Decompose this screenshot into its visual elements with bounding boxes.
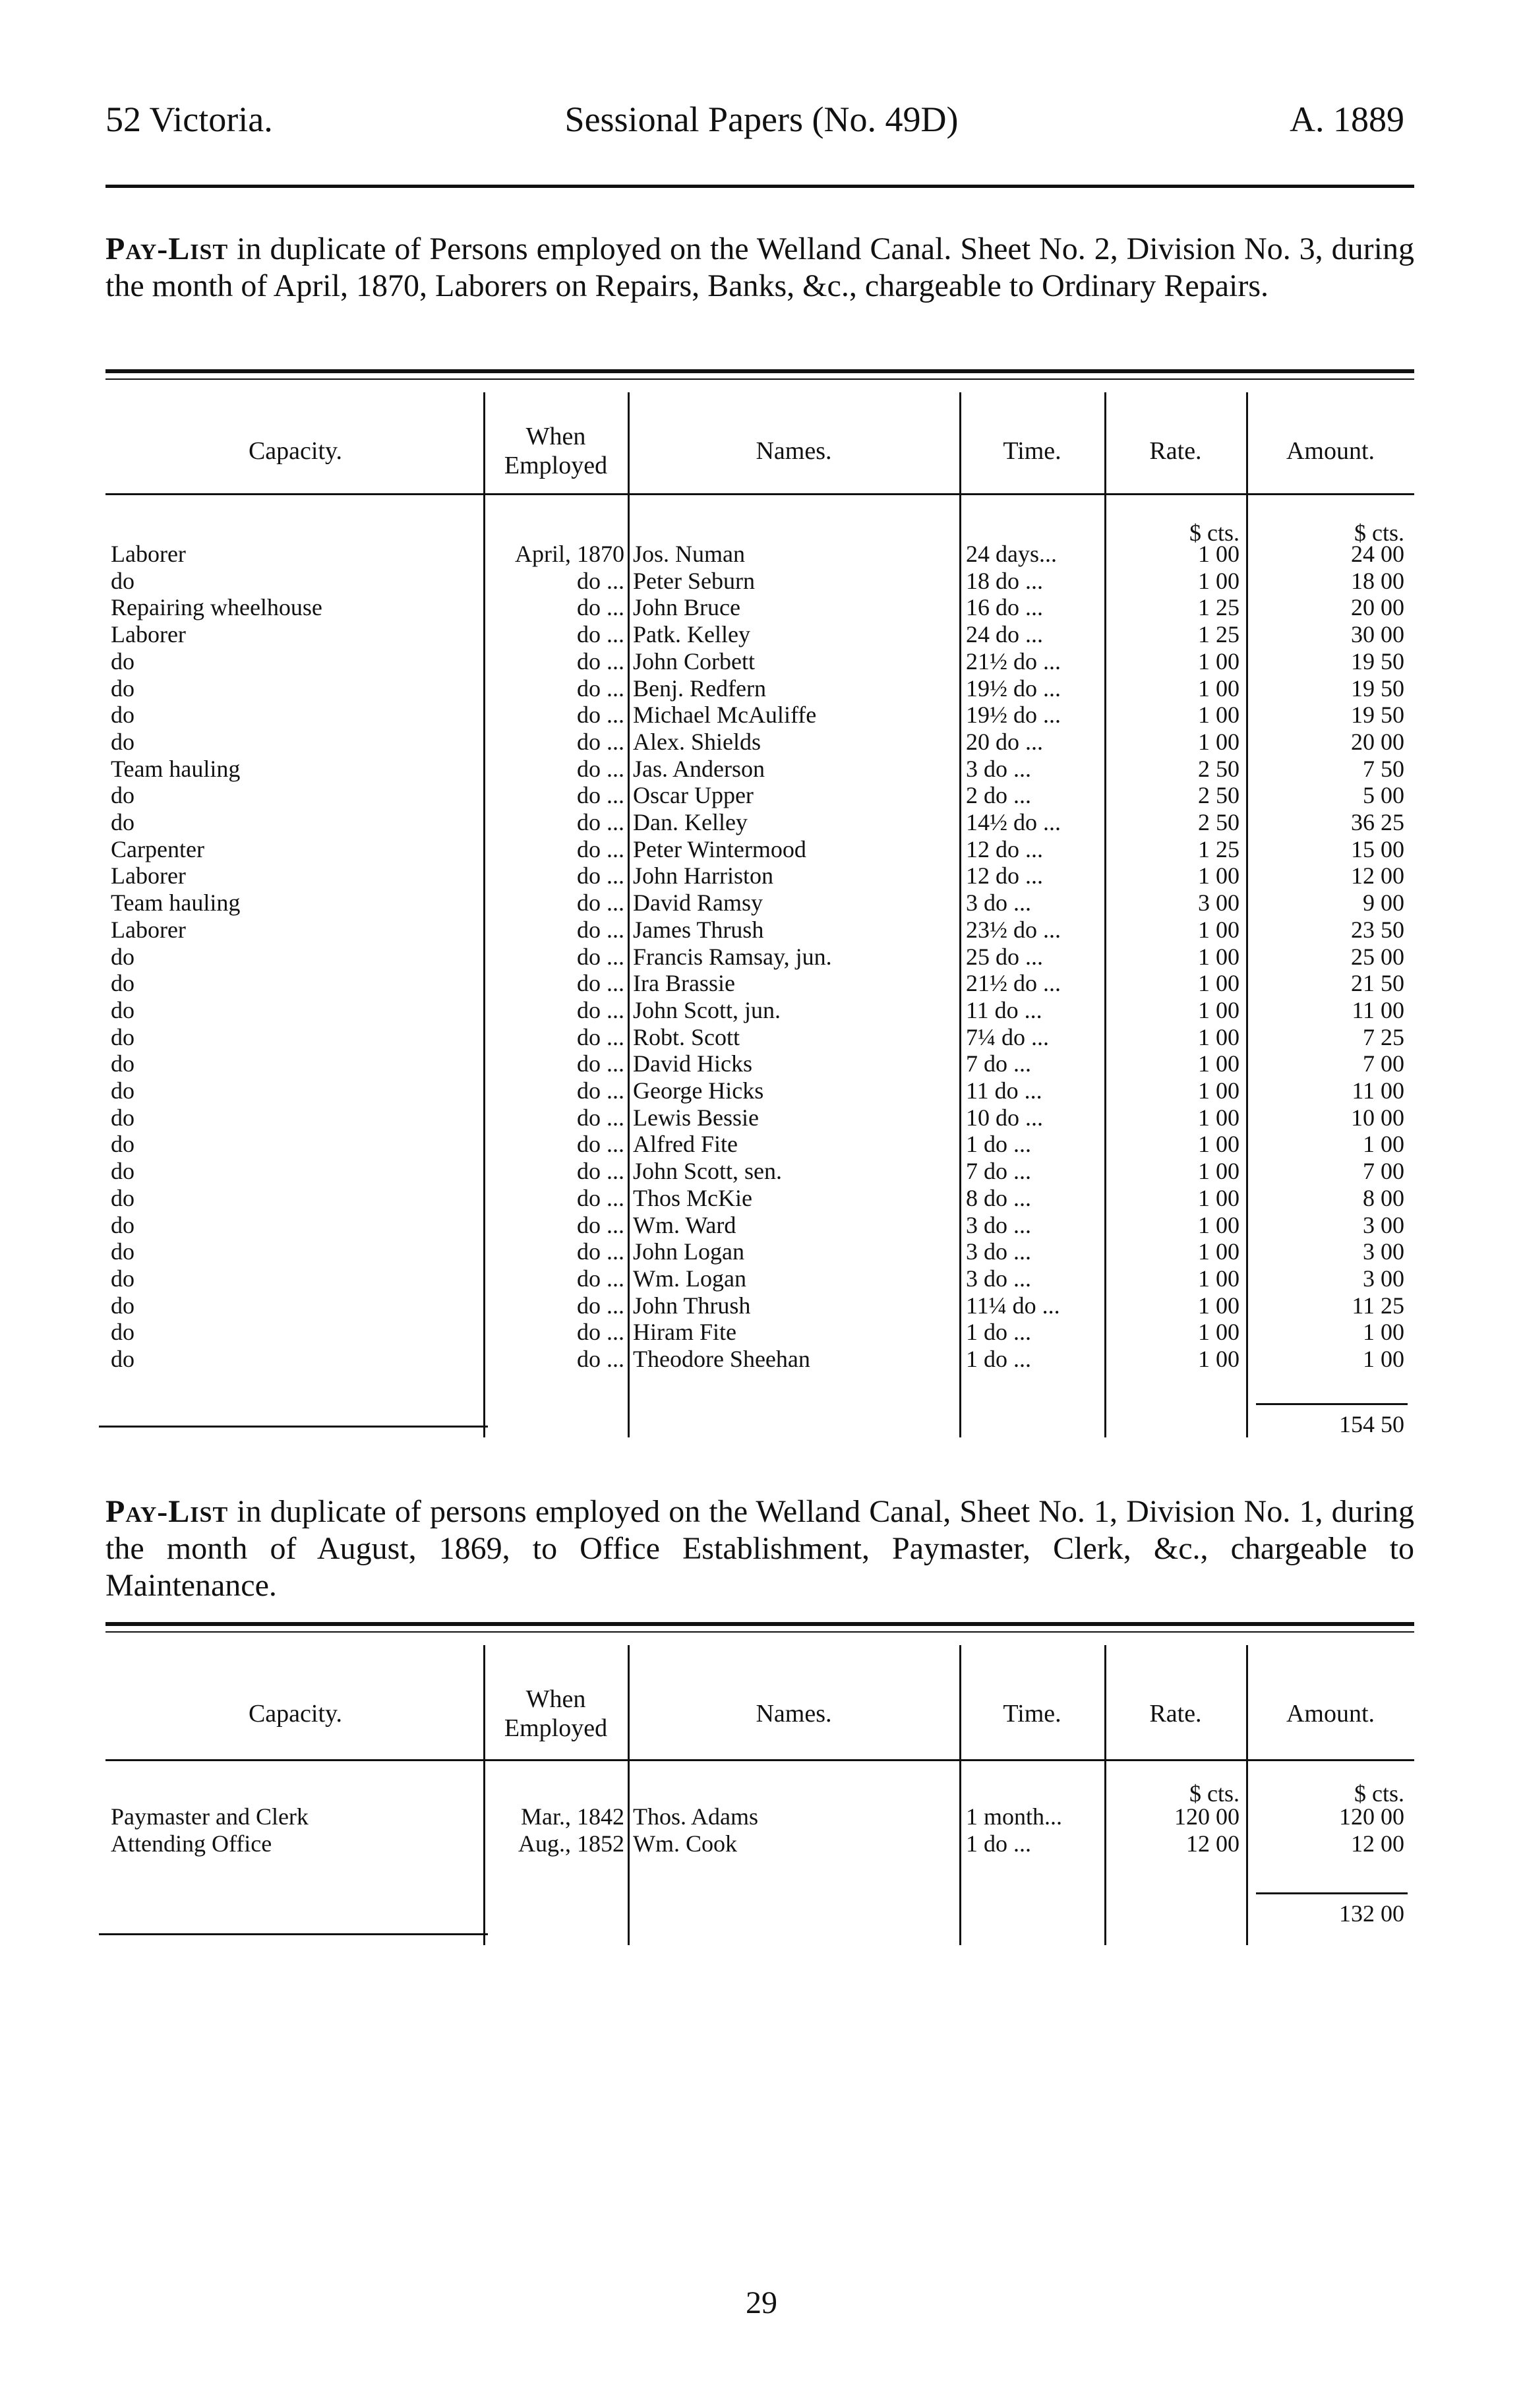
row-when-employed: do ... <box>577 728 624 755</box>
row-when-employed: do ... <box>577 1346 624 1372</box>
row-time: 3 do ... <box>966 1238 1031 1265</box>
row-rate: 1 25 <box>1198 621 1239 648</box>
row-name: Robt. Scott <box>633 1023 740 1050</box>
col-rate-heading: Rate. <box>1149 437 1202 465</box>
row-capacity: do <box>111 1158 134 1185</box>
row-rate: 1 00 <box>1198 970 1239 997</box>
row-capacity: do <box>111 728 134 755</box>
row-capacity: do <box>111 809 134 835</box>
rate-units: $ cts. <box>1189 520 1239 546</box>
row-capacity: do <box>111 943 134 970</box>
table1-top-rule <box>105 369 1414 373</box>
row-rate: 1 00 <box>1198 647 1239 675</box>
row-time: 21½ do ... <box>966 647 1061 675</box>
row-rate: 1 00 <box>1198 1077 1239 1104</box>
row-rate: 1 00 <box>1198 916 1239 943</box>
table-total: 132 00 <box>1339 1900 1404 1927</box>
column-divider <box>1246 1645 1248 1945</box>
row-amount: 120 00 <box>1339 1803 1404 1830</box>
row-name: Patk. Kelley <box>633 621 750 648</box>
row-amount: 1 00 <box>1363 1346 1404 1372</box>
row-time: 7¼ do ... <box>966 1023 1049 1050</box>
row-name: Theodore Sheehan <box>633 1346 810 1372</box>
row-amount: 20 00 <box>1351 728 1404 755</box>
col-when-employed-heading: When Employed <box>504 423 608 479</box>
row-name: John Scott, jun. <box>633 996 781 1023</box>
row-name: Wm. Ward <box>633 1211 736 1238</box>
row-rate: 1 00 <box>1198 1265 1239 1292</box>
row-when-employed: do ... <box>577 594 624 621</box>
paylist2-title <box>105 1493 1414 1604</box>
row-amount: 8 00 <box>1363 1184 1404 1211</box>
total-rule <box>1256 1892 1408 1894</box>
row-when-employed: Mar., 1842 <box>521 1803 624 1830</box>
row-when-employed: do ... <box>577 1319 624 1346</box>
row-time: 24 do ... <box>966 621 1043 648</box>
col-names-heading: Names. <box>756 437 832 465</box>
row-name: Lewis Bessie <box>633 1104 759 1131</box>
row-capacity: Laborer <box>111 621 186 648</box>
row-capacity: do <box>111 1292 134 1319</box>
row-name: John Corbett <box>633 647 755 675</box>
amount-units: $ cts. <box>1354 1780 1404 1807</box>
row-when-employed: do ... <box>577 1104 624 1131</box>
row-rate: 1 00 <box>1198 567 1239 594</box>
row-amount: 7 00 <box>1363 1050 1404 1077</box>
row-rate: 1 00 <box>1198 1184 1239 1211</box>
row-amount: 7 25 <box>1363 1023 1404 1050</box>
row-amount: 21 50 <box>1351 970 1404 997</box>
row-name: Wm. Logan <box>633 1265 746 1292</box>
row-when-employed: do ... <box>577 835 624 862</box>
row-rate: 1 00 <box>1198 728 1239 755</box>
row-time: 1 do ... <box>966 1319 1031 1346</box>
row-time: 10 do ... <box>966 1104 1043 1131</box>
row-rate: 1 00 <box>1198 1131 1239 1158</box>
row-capacity: do <box>111 1131 134 1158</box>
row-rate: 3 00 <box>1198 889 1239 917</box>
table-bottom-rule <box>99 1933 488 1935</box>
table1-top-rule-thin <box>105 378 1414 380</box>
row-rate: 12 00 <box>1186 1830 1239 1857</box>
row-time: 3 do ... <box>966 1265 1031 1292</box>
row-time: 16 do ... <box>966 594 1043 621</box>
row-name: Michael McAuliffe <box>633 702 817 729</box>
row-time: 20 do ... <box>966 728 1043 755</box>
column-divider <box>1246 392 1248 1437</box>
amount-units: $ cts. <box>1354 520 1404 546</box>
row-amount: 11 00 <box>1352 1077 1404 1104</box>
row-time: 1 month... <box>966 1803 1063 1830</box>
heading-rule <box>105 1759 1414 1761</box>
table-bottom-rule <box>99 1426 488 1428</box>
paylist1-lead: Pay-List <box>105 231 229 266</box>
row-time: 11¼ do ... <box>966 1292 1060 1319</box>
row-amount: 30 00 <box>1351 621 1404 648</box>
row-rate: 1 00 <box>1198 996 1239 1023</box>
row-capacity: do <box>111 1104 134 1131</box>
row-time: 21½ do ... <box>966 970 1061 997</box>
column-divider <box>1104 392 1106 1437</box>
row-capacity: Paymaster and Clerk <box>111 1803 309 1830</box>
row-amount: 3 00 <box>1363 1238 1404 1265</box>
row-name: John Scott, sen. <box>633 1158 783 1185</box>
row-amount: 12 00 <box>1351 1830 1404 1857</box>
row-rate: 1 00 <box>1198 862 1239 889</box>
row-when-employed: do ... <box>577 1023 624 1050</box>
row-amount: 18 00 <box>1351 567 1404 594</box>
row-name: Alex. Shields <box>633 728 761 755</box>
row-time: 19½ do ... <box>966 675 1061 702</box>
rate-units: $ cts. <box>1189 1780 1239 1807</box>
row-rate: 1 00 <box>1198 1238 1239 1265</box>
row-rate: 1 00 <box>1198 1023 1239 1050</box>
row-name: Jas. Anderson <box>633 755 765 782</box>
header-rule <box>105 185 1414 188</box>
row-capacity: do <box>111 702 134 729</box>
paylist2-lead: Pay-List <box>105 1494 229 1529</box>
row-amount: 19 50 <box>1351 647 1404 675</box>
row-amount: 7 50 <box>1363 755 1404 782</box>
row-capacity: do <box>111 782 134 809</box>
table2-top-rule <box>105 1622 1414 1626</box>
row-when-employed: do ... <box>577 943 624 970</box>
row-rate: 1 25 <box>1198 594 1239 621</box>
row-time: 3 do ... <box>966 755 1031 782</box>
row-time: 1 do ... <box>966 1131 1031 1158</box>
header-right: A. 1889 <box>1290 100 1404 139</box>
row-capacity: Team hauling <box>111 889 241 917</box>
row-time: 11 do ... <box>966 996 1042 1023</box>
row-when-employed: do ... <box>577 1077 624 1104</box>
row-time: 7 do ... <box>966 1158 1031 1185</box>
row-when-employed: do ... <box>577 621 624 648</box>
row-amount: 24 00 <box>1351 541 1404 567</box>
row-name: Ira Brassie <box>633 970 735 997</box>
row-name: Oscar Upper <box>633 782 754 809</box>
row-amount: 19 50 <box>1351 702 1404 729</box>
row-when-employed: do ... <box>577 702 624 729</box>
row-amount: 1 00 <box>1363 1319 1404 1346</box>
row-time: 3 do ... <box>966 889 1031 917</box>
row-when-employed: do ... <box>577 862 624 889</box>
row-amount: 1 00 <box>1363 1131 1404 1158</box>
row-when-employed: do ... <box>577 1050 624 1077</box>
row-capacity: do <box>111 1265 134 1292</box>
table2-top-rule-thin <box>105 1631 1414 1633</box>
row-time: 7 do ... <box>966 1050 1031 1077</box>
row-when-employed: do ... <box>577 567 624 594</box>
col-rate-heading: Rate. <box>1149 1700 1202 1728</box>
row-rate: 2 50 <box>1198 755 1239 782</box>
row-name: Wm. Cook <box>633 1830 737 1857</box>
column-divider <box>628 392 630 1437</box>
row-when-employed: do ... <box>577 1131 624 1158</box>
row-time: 1 do ... <box>966 1346 1031 1372</box>
row-name: Peter Wintermood <box>633 835 806 862</box>
row-capacity: do <box>111 970 134 997</box>
row-name: John Bruce <box>633 594 740 621</box>
row-capacity: do <box>111 675 134 702</box>
row-capacity: do <box>111 1346 134 1372</box>
row-name: Dan. Kelley <box>633 809 748 835</box>
col-capacity-heading: Capacity. <box>248 437 343 465</box>
row-amount: 7 00 <box>1363 1158 1404 1185</box>
row-when-employed: do ... <box>577 970 624 997</box>
row-rate: 120 00 <box>1174 1803 1239 1830</box>
row-when-employed: do ... <box>577 889 624 917</box>
row-amount: 5 00 <box>1363 782 1404 809</box>
row-when-employed: do ... <box>577 1292 624 1319</box>
row-capacity: do <box>111 996 134 1023</box>
row-when-employed: do ... <box>577 1184 624 1211</box>
col-when-employed-heading: When Employed <box>504 1685 608 1742</box>
column-divider <box>1104 1645 1106 1945</box>
row-name: Jos. Numan <box>633 541 745 567</box>
row-capacity: do <box>111 567 134 594</box>
total-rule <box>1256 1403 1408 1405</box>
row-time: 19½ do ... <box>966 702 1061 729</box>
row-name: John Logan <box>633 1238 744 1265</box>
column-divider <box>959 1645 961 1945</box>
row-name: Alfred Fite <box>633 1131 738 1158</box>
row-name: John Harriston <box>633 862 773 889</box>
header-left: 52 Victoria. <box>105 100 273 139</box>
row-when-employed: do ... <box>577 647 624 675</box>
row-capacity: do <box>111 1238 134 1265</box>
row-time: 25 do ... <box>966 943 1043 970</box>
row-rate: 1 00 <box>1198 1319 1239 1346</box>
row-rate: 1 00 <box>1198 943 1239 970</box>
row-amount: 25 00 <box>1351 943 1404 970</box>
row-capacity: Laborer <box>111 916 186 943</box>
col-amount-heading: Amount. <box>1286 1700 1375 1728</box>
row-name: Francis Ramsay, jun. <box>633 943 832 970</box>
row-time: 8 do ... <box>966 1184 1031 1211</box>
heading-rule <box>105 493 1414 495</box>
row-capacity: do <box>111 1023 134 1050</box>
row-amount: 36 25 <box>1351 809 1404 835</box>
row-time: 3 do ... <box>966 1211 1031 1238</box>
table-total: 154 50 <box>1339 1410 1404 1437</box>
row-name: Benj. Redfern <box>633 675 766 702</box>
row-capacity: Laborer <box>111 862 186 889</box>
row-capacity: do <box>111 1184 134 1211</box>
row-capacity: Team hauling <box>111 755 241 782</box>
row-when-employed: do ... <box>577 809 624 835</box>
row-amount: 15 00 <box>1351 835 1404 862</box>
row-name: David Hicks <box>633 1050 752 1077</box>
row-time: 12 do ... <box>966 835 1043 862</box>
row-capacity: do <box>111 1211 134 1238</box>
row-when-employed: do ... <box>577 1211 624 1238</box>
row-amount: 23 50 <box>1351 916 1404 943</box>
row-time: 18 do ... <box>966 567 1043 594</box>
row-name: Thos McKie <box>633 1184 752 1211</box>
row-time: 1 do ... <box>966 1830 1031 1857</box>
row-capacity: do <box>111 1319 134 1346</box>
row-when-employed: April, 1870 <box>515 541 624 567</box>
col-time-heading: Time. <box>1003 437 1061 465</box>
row-capacity: Laborer <box>111 541 186 567</box>
row-time: 2 do ... <box>966 782 1031 809</box>
row-rate: 1 00 <box>1198 1158 1239 1185</box>
row-capacity: Attending Office <box>111 1830 272 1857</box>
row-when-employed: do ... <box>577 1158 624 1185</box>
row-name: Hiram Fite <box>633 1319 736 1346</box>
row-name: John Thrush <box>633 1292 751 1319</box>
row-when-employed: do ... <box>577 755 624 782</box>
row-rate: 1 00 <box>1198 1292 1239 1319</box>
paylist1-text: in duplicate of Persons employed on the Welland Canal. Sheet No. 2, Division No. 3, during the month of April, 1870, Laborers on Repairs, Banks, &c., chargeable to Ordinary Repairs. <box>105 231 1414 303</box>
row-when-employed: do ... <box>577 782 624 809</box>
row-amount: 3 00 <box>1363 1265 1404 1292</box>
row-rate: 1 00 <box>1198 1211 1239 1238</box>
row-amount: 20 00 <box>1351 594 1404 621</box>
paylist2-text: in duplicate of persons employed on the Welland Canal, Sheet No. 1, Division No. 1, during the month of August, 1869, to Office Establishment, Paymaster, Clerk, &c., chargeable to Maintenance. <box>105 1494 1414 1603</box>
row-rate: 1 00 <box>1198 702 1239 729</box>
row-rate: 1 00 <box>1198 541 1239 567</box>
row-name: James Thrush <box>633 916 764 943</box>
row-amount: 11 25 <box>1352 1292 1404 1319</box>
row-time: 11 do ... <box>966 1077 1042 1104</box>
col-amount-heading: Amount. <box>1286 437 1375 465</box>
row-capacity: Repairing wheelhouse <box>111 594 322 621</box>
row-when-employed: do ... <box>577 675 624 702</box>
row-when-employed: do ... <box>577 996 624 1023</box>
row-capacity: do <box>111 1077 134 1104</box>
row-amount: 9 00 <box>1363 889 1404 917</box>
row-when-employed: do ... <box>577 1238 624 1265</box>
row-name: David Ramsy <box>633 889 763 917</box>
row-rate: 1 00 <box>1198 1050 1239 1077</box>
col-capacity-heading: Capacity. <box>248 1700 343 1728</box>
row-rate: 1 00 <box>1198 1346 1239 1372</box>
paylist1-title <box>105 231 1414 305</box>
row-time: 14½ do ... <box>966 809 1061 835</box>
row-name: George Hicks <box>633 1077 764 1104</box>
col-names-heading: Names. <box>756 1700 832 1728</box>
row-rate: 1 00 <box>1198 675 1239 702</box>
row-time: 23½ do ... <box>966 916 1061 943</box>
page-number: 29 <box>746 2285 777 2320</box>
row-amount: 19 50 <box>1351 675 1404 702</box>
row-rate: 1 25 <box>1198 835 1239 862</box>
row-time: 24 days... <box>966 541 1057 567</box>
column-divider <box>483 392 485 1437</box>
col-time-heading: Time. <box>1003 1700 1061 1728</box>
row-amount: 10 00 <box>1351 1104 1404 1131</box>
column-divider <box>959 392 961 1437</box>
row-name: Peter Seburn <box>633 567 755 594</box>
row-capacity: do <box>111 1050 134 1077</box>
row-when-employed: do ... <box>577 916 624 943</box>
row-capacity: do <box>111 647 134 675</box>
row-rate: 1 00 <box>1198 1104 1239 1131</box>
row-amount: 12 00 <box>1351 862 1404 889</box>
row-amount: 3 00 <box>1363 1211 1404 1238</box>
column-divider <box>628 1645 630 1945</box>
row-when-employed: do ... <box>577 1265 624 1292</box>
row-amount: 11 00 <box>1352 996 1404 1023</box>
row-name: Thos. Adams <box>633 1803 759 1830</box>
row-rate: 2 50 <box>1198 782 1239 809</box>
row-time: 12 do ... <box>966 862 1043 889</box>
row-rate: 2 50 <box>1198 809 1239 835</box>
header-center: Sessional Papers (No. 49D) <box>564 100 959 139</box>
row-capacity: Carpenter <box>111 835 204 862</box>
row-when-employed: Aug., 1852 <box>518 1830 624 1857</box>
